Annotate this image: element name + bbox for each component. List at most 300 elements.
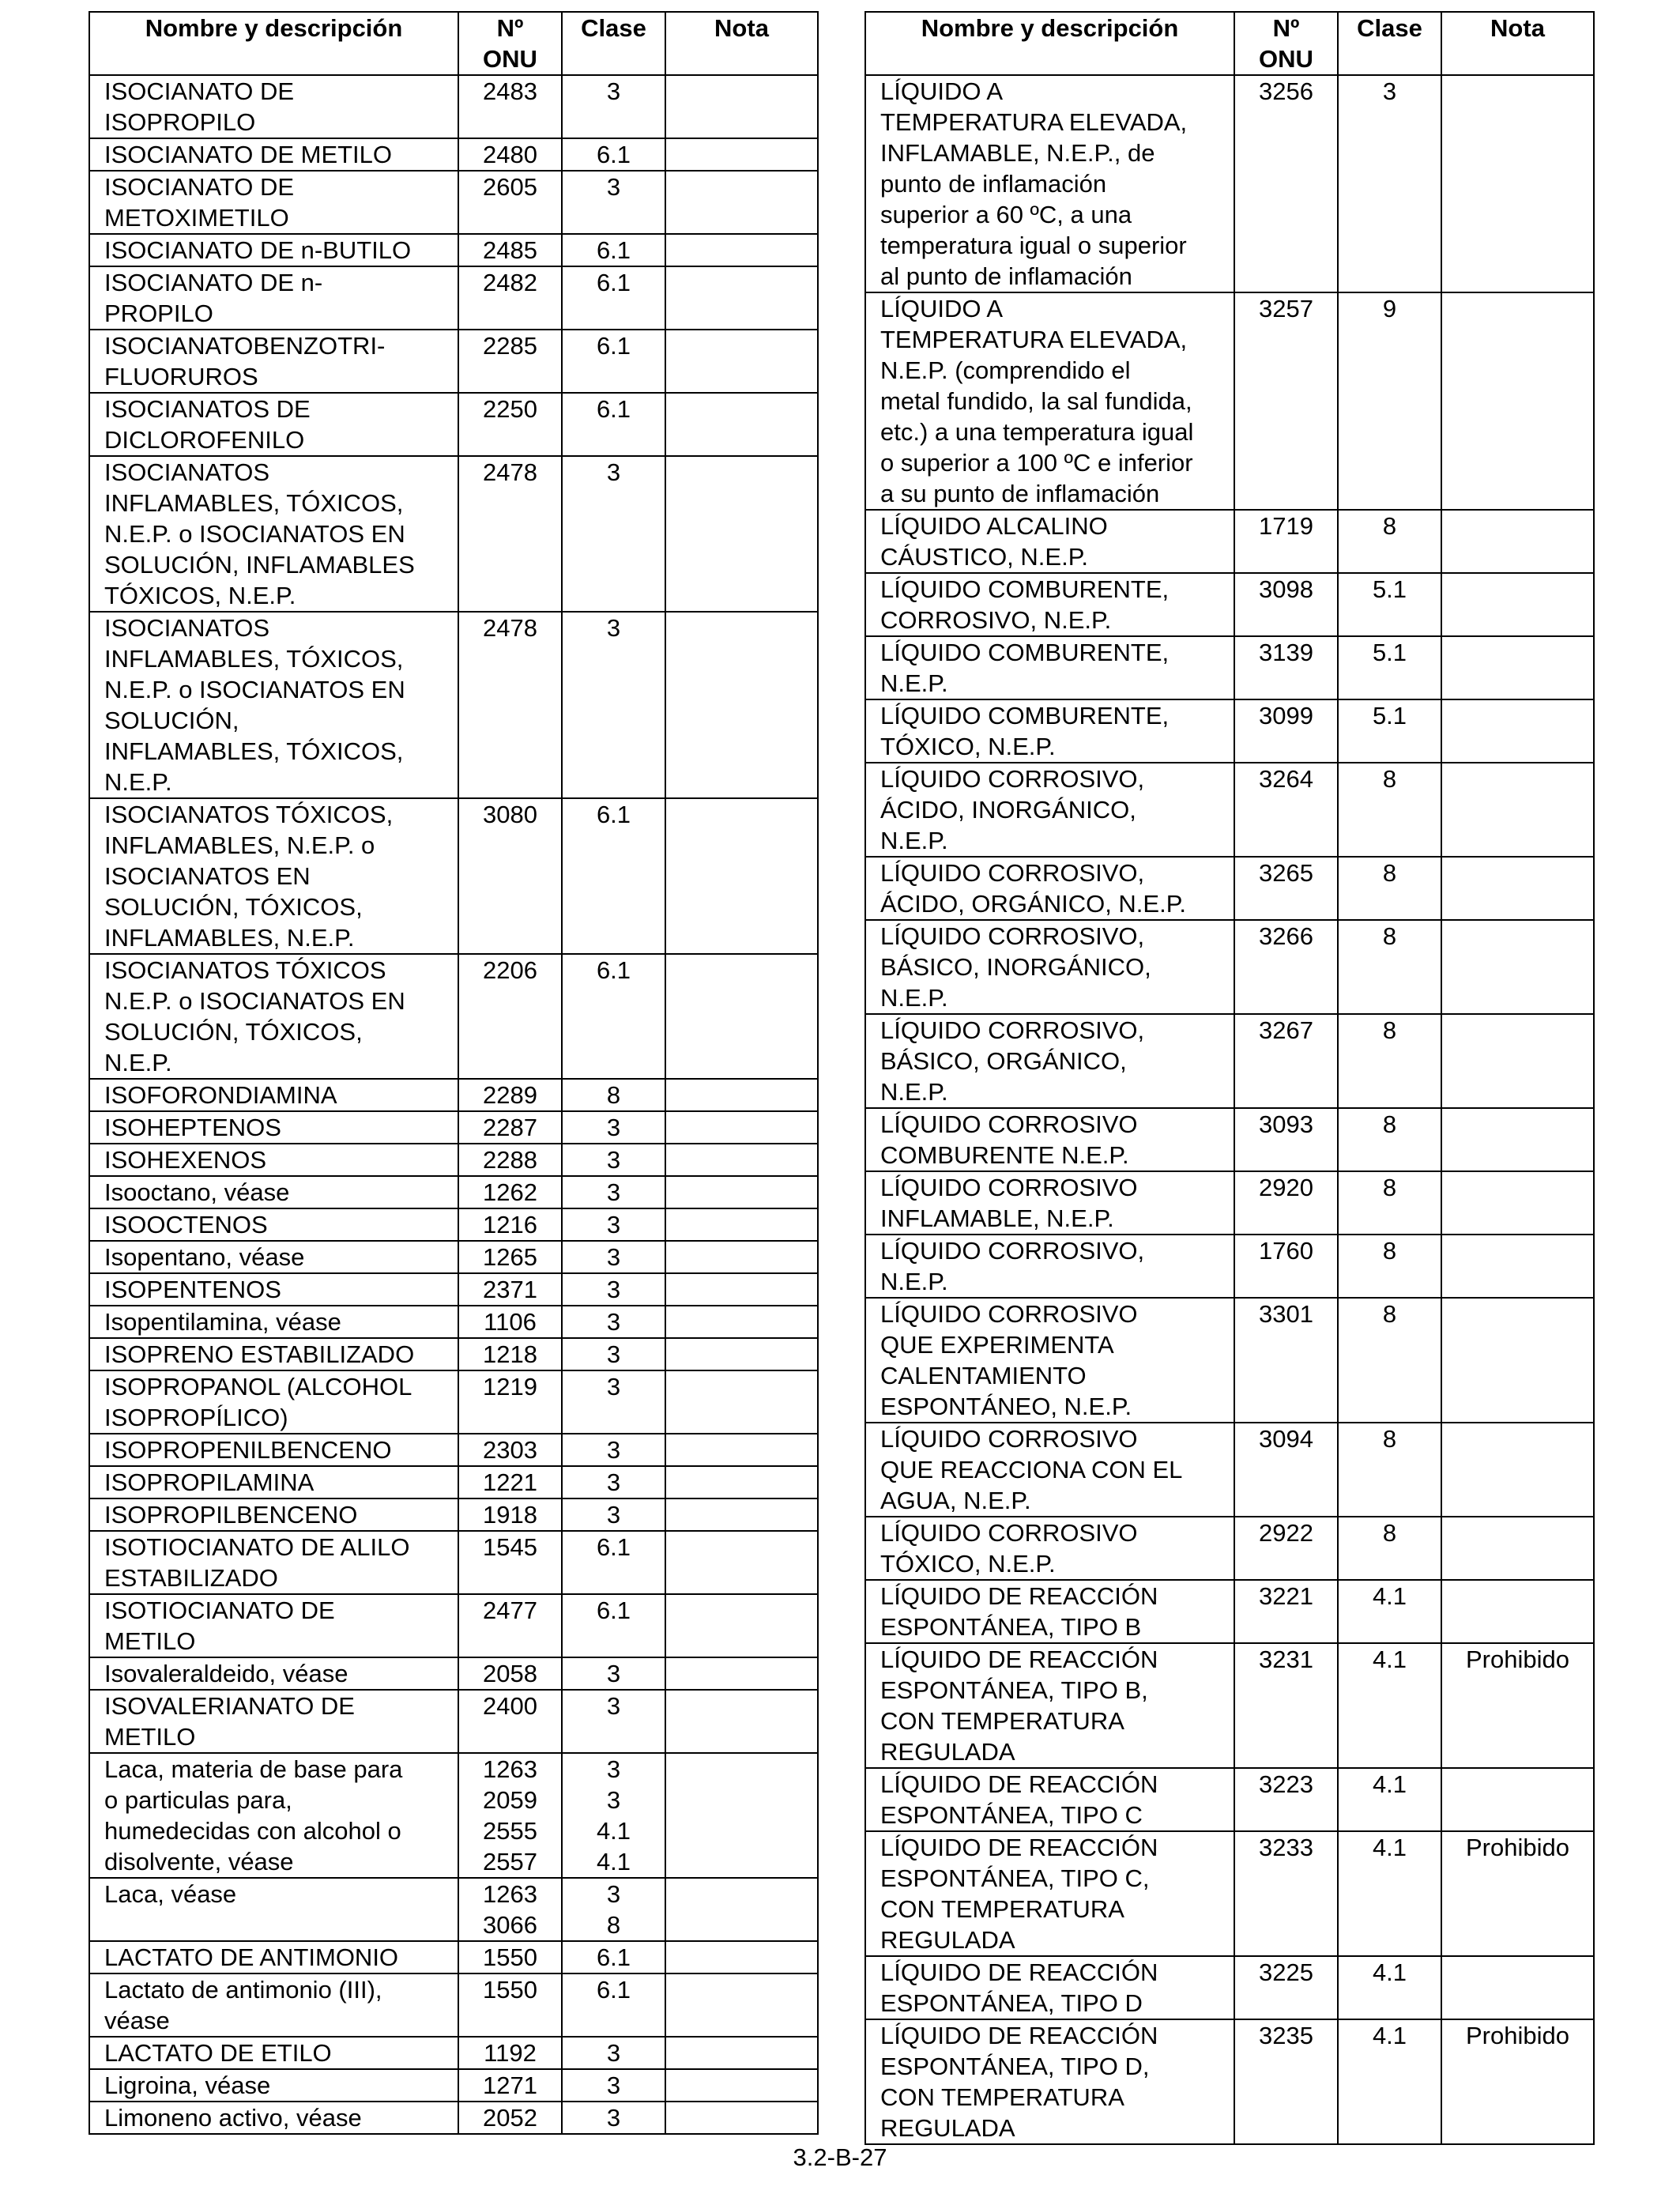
cell-name-line: BÁSICO, INORGÁNICO, bbox=[880, 953, 1151, 981]
cell-onu bbox=[458, 234, 562, 266]
cell-nota bbox=[665, 798, 818, 954]
cell-clase bbox=[1338, 1298, 1441, 1423]
cell-name-line: TÓXICOS, N.E.P. bbox=[104, 582, 296, 609]
cell-name-line: QUE REACCIONA CON EL bbox=[880, 1456, 1183, 1483]
cell-clase bbox=[562, 1306, 665, 1338]
cell-onu-line: 2250 bbox=[483, 395, 537, 423]
cell-onu-line: 3267 bbox=[1259, 1016, 1313, 1044]
table-row bbox=[89, 1594, 818, 1657]
table-row bbox=[865, 1108, 1594, 1171]
table-row bbox=[865, 573, 1594, 636]
cell-clase bbox=[562, 1753, 665, 1878]
cell-onu bbox=[1234, 1423, 1338, 1517]
cell-onu bbox=[458, 1241, 562, 1273]
table-row bbox=[89, 330, 818, 393]
cell-name-line: LÍQUIDO DE REACCIÓN bbox=[880, 2022, 1158, 2049]
cell-clase-line: 4.1 bbox=[1372, 1770, 1407, 1798]
cell-clase bbox=[562, 1941, 665, 1973]
cell-onu-line: 3094 bbox=[1259, 1425, 1313, 1453]
cell-clase-line: 3 bbox=[606, 1178, 621, 1206]
cell-clase-line: 6.1 bbox=[596, 956, 631, 984]
table-row bbox=[89, 1273, 818, 1306]
cell-name bbox=[865, 1298, 1234, 1423]
cell-name bbox=[89, 1690, 458, 1753]
cell-name-line: LACTATO DE ANTIMONIO bbox=[104, 1943, 399, 1971]
cell-clase bbox=[1338, 699, 1441, 763]
cell-clase bbox=[562, 266, 665, 330]
cell-onu-line: 2605 bbox=[483, 173, 537, 201]
cell-onu-line: 2287 bbox=[483, 1114, 537, 1141]
cell-clase bbox=[1338, 1235, 1441, 1298]
cell-onu-line: 3257 bbox=[1259, 295, 1313, 322]
cell-onu bbox=[458, 1434, 562, 1466]
cell-onu-line: 2289 bbox=[483, 1081, 537, 1109]
cell-name-line: LÍQUIDO CORROSIVO bbox=[880, 1174, 1138, 1201]
cell-name-line: QUE EXPERIMENTA bbox=[880, 1331, 1114, 1359]
table-body-right bbox=[865, 75, 1594, 2144]
header-name: Nombre y descripción bbox=[89, 12, 458, 75]
cell-onu bbox=[1234, 2019, 1338, 2144]
cell-clase bbox=[1338, 510, 1441, 573]
cell-nota bbox=[1441, 573, 1594, 636]
cell-clase-line: 8 bbox=[1382, 1110, 1397, 1138]
table-row bbox=[89, 1241, 818, 1273]
cell-name-line: N.E.P. bbox=[104, 768, 172, 796]
cell-nota bbox=[1441, 636, 1594, 699]
cell-clase-line: 3 bbox=[606, 1436, 621, 1464]
cell-nota bbox=[665, 1273, 818, 1306]
cell-nota bbox=[665, 330, 818, 393]
cell-onu-line: 1192 bbox=[484, 2039, 537, 2067]
cell-name-line: N.E.P. o ISOCIANATOS EN bbox=[104, 987, 405, 1015]
cell-onu bbox=[458, 1753, 562, 1878]
cell-name bbox=[865, 1831, 1234, 1956]
cell-clase-line: 3 bbox=[606, 2039, 621, 2067]
cell-clase-line: 3 bbox=[606, 1755, 621, 1783]
cell-name-line: INFLAMABLES, TÓXICOS, bbox=[104, 737, 404, 765]
cell-onu-line: 2058 bbox=[483, 1660, 537, 1687]
cell-onu-line: 1216 bbox=[483, 1211, 537, 1238]
cell-name-line: superior a 60 ºC, a una bbox=[880, 201, 1132, 228]
cell-onu-line: 3223 bbox=[1259, 1770, 1313, 1798]
cell-name-line: METILO bbox=[104, 1627, 196, 1655]
cell-clase-line: 6.1 bbox=[596, 1533, 631, 1561]
cell-onu bbox=[1234, 75, 1338, 292]
cell-onu-line: 2478 bbox=[483, 614, 537, 642]
cell-nota bbox=[1441, 857, 1594, 920]
header-onu-line: Nº bbox=[496, 14, 524, 42]
cell-clase bbox=[1338, 1768, 1441, 1831]
cell-nota bbox=[665, 75, 818, 138]
cell-onu bbox=[458, 1273, 562, 1306]
cell-name-line: BÁSICO, ORGÁNICO, bbox=[880, 1047, 1127, 1075]
cell-name bbox=[865, 1235, 1234, 1298]
cell-name-line: TEMPERATURA ELEVADA, bbox=[880, 326, 1188, 353]
cell-clase-line: 3 bbox=[606, 1501, 621, 1529]
cell-clase-line: 8 bbox=[1382, 765, 1397, 793]
cell-nota bbox=[665, 1753, 818, 1878]
cell-name-line: LÍQUIDO CORROSIVO bbox=[880, 1425, 1138, 1453]
cell-clase-line: 4.1 bbox=[1372, 1646, 1407, 1673]
cell-clase-line: 4.1 bbox=[1372, 2022, 1407, 2049]
cell-clase-line: 6.1 bbox=[596, 269, 631, 296]
cell-name bbox=[865, 1768, 1234, 1831]
page-number: 3.2-B-27 bbox=[793, 2143, 887, 2171]
cell-onu bbox=[1234, 1014, 1338, 1108]
table-row bbox=[89, 1531, 818, 1594]
cell-clase-line: 6.1 bbox=[596, 332, 631, 360]
cell-name-line: ISOOCTENOS bbox=[104, 1211, 268, 1238]
cell-name-line: INFLAMABLES, N.E.P. bbox=[104, 924, 355, 952]
cell-name-line: ISOCIANATO DE METILO bbox=[104, 141, 393, 168]
cell-name-line: ISOCIANATO DE bbox=[104, 77, 295, 105]
cell-name bbox=[89, 1753, 458, 1878]
cell-name-line: Laca, véase bbox=[104, 1880, 237, 1908]
table-row bbox=[865, 1643, 1594, 1768]
cell-nota bbox=[665, 1973, 818, 2037]
cell-onu bbox=[458, 330, 562, 393]
cell-name bbox=[865, 573, 1234, 636]
cell-name-line: ISOCIANATOS DE bbox=[104, 395, 311, 423]
cell-name bbox=[865, 1014, 1234, 1108]
cell-name bbox=[89, 1111, 458, 1144]
cell-clase-line: 8 bbox=[1382, 859, 1397, 887]
cell-clase bbox=[562, 1370, 665, 1434]
cell-onu-line: 3266 bbox=[1259, 922, 1313, 950]
cell-clase-line: 6.1 bbox=[596, 801, 631, 828]
header-onu bbox=[458, 12, 562, 75]
cell-name-line: ISOPROPENILBENCENO bbox=[104, 1436, 392, 1464]
table-row bbox=[89, 1079, 818, 1111]
cell-onu-line: 3233 bbox=[1259, 1834, 1313, 1861]
cell-onu-line: 2480 bbox=[483, 141, 537, 168]
cell-name bbox=[89, 1657, 458, 1690]
table-header-row bbox=[89, 12, 818, 75]
cell-name-line: PROPILO bbox=[104, 300, 213, 327]
cell-name-line: ISOPROPANOL (ALCOHOL bbox=[104, 1373, 412, 1400]
cell-onu-line: 2483 bbox=[483, 77, 537, 105]
cell-clase bbox=[562, 1690, 665, 1753]
cell-clase bbox=[562, 1176, 665, 1208]
cell-name-line: LÍQUIDO CORROSIVO bbox=[880, 1110, 1138, 1138]
cell-onu bbox=[458, 1594, 562, 1657]
substances-table-left bbox=[89, 11, 819, 2135]
cell-clase-line: 3 bbox=[606, 1308, 621, 1336]
cell-name bbox=[89, 1079, 458, 1111]
table-row bbox=[89, 138, 818, 171]
cell-name-line: TÓXICO, N.E.P. bbox=[880, 1550, 1056, 1578]
cell-name-line: CON TEMPERATURA bbox=[880, 2083, 1124, 2111]
cell-onu bbox=[458, 1208, 562, 1241]
cell-name-line: Laca, materia de base para bbox=[104, 1755, 403, 1783]
cell-name-line: LÍQUIDO COMBURENTE, bbox=[880, 575, 1170, 603]
cell-name-line: N.E.P. bbox=[880, 827, 948, 854]
cell-onu bbox=[458, 2037, 562, 2069]
cell-clase bbox=[562, 1273, 665, 1306]
cell-name-line: N.E.P. bbox=[880, 669, 948, 697]
cell-nota bbox=[1441, 763, 1594, 857]
cell-onu bbox=[458, 1370, 562, 1434]
cell-onu-line: 1263 bbox=[483, 1880, 537, 1908]
table-row bbox=[865, 1956, 1594, 2019]
table-row bbox=[865, 1235, 1594, 1298]
cell-name-line: LÍQUIDO CORROSIVO, bbox=[880, 922, 1145, 950]
cell-name bbox=[865, 636, 1234, 699]
cell-onu-line: 3265 bbox=[1259, 859, 1313, 887]
cell-name-line: INFLAMABLES, TÓXICOS, bbox=[104, 645, 404, 673]
cell-clase-line: 3 bbox=[1382, 77, 1397, 105]
cell-name-line: ISOPROPILO bbox=[104, 108, 256, 136]
cell-name bbox=[89, 393, 458, 456]
cell-name-line: ISOCIANATOS TÓXICOS, bbox=[104, 801, 394, 828]
cell-name bbox=[865, 857, 1234, 920]
cell-clase-line: 5.1 bbox=[1372, 639, 1407, 666]
cell-onu-line: 2922 bbox=[1259, 1519, 1313, 1547]
cell-name-line: punto de inflamación bbox=[880, 170, 1107, 198]
cell-onu-line: 1550 bbox=[483, 1976, 537, 2004]
cell-clase-line: 5.1 bbox=[1372, 702, 1407, 729]
cell-clase bbox=[562, 1111, 665, 1144]
cell-name bbox=[89, 2037, 458, 2069]
cell-onu-line: 1218 bbox=[483, 1340, 537, 1368]
cell-name-line: al punto de inflamación bbox=[880, 262, 1132, 290]
cell-name bbox=[865, 1171, 1234, 1235]
cell-name-line: ISOPRENO ESTABILIZADO bbox=[104, 1340, 415, 1368]
cell-clase bbox=[1338, 75, 1441, 292]
table-row bbox=[865, 1517, 1594, 1580]
cell-nota bbox=[665, 1306, 818, 1338]
cell-clase-line: 8 bbox=[606, 1081, 621, 1109]
substances-table-right bbox=[864, 11, 1595, 2145]
cell-clase bbox=[562, 612, 665, 798]
table-row bbox=[89, 1753, 818, 1878]
cell-clase-line: 3 bbox=[606, 2071, 621, 2099]
cell-nota bbox=[665, 266, 818, 330]
cell-name-line: ESPONTÁNEA, TIPO B, bbox=[880, 1676, 1148, 1704]
table-row bbox=[89, 954, 818, 1079]
cell-name bbox=[89, 798, 458, 954]
cell-name bbox=[865, 75, 1234, 292]
table-body-left bbox=[89, 75, 818, 2134]
cell-nota bbox=[1441, 1298, 1594, 1423]
cell-nota bbox=[1441, 510, 1594, 573]
header-onu-line: ONU bbox=[1259, 45, 1313, 73]
cell-name-line: ESPONTÁNEA, TIPO C, bbox=[880, 1864, 1150, 1892]
cell-onu-line: 3231 bbox=[1259, 1646, 1313, 1673]
cell-onu bbox=[458, 1941, 562, 1973]
cell-onu-line: 3235 bbox=[1259, 2022, 1313, 2049]
cell-clase-line: 4.1 bbox=[596, 1817, 631, 1845]
cell-name-line: N.E.P. (comprendido el bbox=[880, 356, 1131, 384]
cell-nota bbox=[1441, 75, 1594, 292]
table-row bbox=[865, 1423, 1594, 1517]
cell-name-line: temperatura igual o superior bbox=[880, 232, 1187, 259]
table-row bbox=[89, 234, 818, 266]
cell-name bbox=[89, 1498, 458, 1531]
cell-nota bbox=[665, 456, 818, 612]
cell-name-line: METILO bbox=[104, 1723, 196, 1751]
header-onu bbox=[1234, 12, 1338, 75]
cell-onu-line: 1918 bbox=[483, 1501, 537, 1529]
cell-name-line: COMBURENTE N.E.P. bbox=[880, 1141, 1129, 1169]
cell-clase bbox=[1338, 1014, 1441, 1108]
cell-name bbox=[865, 292, 1234, 510]
table-row bbox=[865, 920, 1594, 1014]
cell-onu-line: 1221 bbox=[483, 1468, 537, 1496]
cell-onu bbox=[458, 1657, 562, 1690]
cell-onu bbox=[1234, 1108, 1338, 1171]
cell-clase-line: 3 bbox=[606, 1114, 621, 1141]
cell-name-line: N.E.P. bbox=[104, 1049, 172, 1076]
cell-onu bbox=[1234, 1768, 1338, 1831]
cell-onu bbox=[1234, 1643, 1338, 1768]
cell-onu-line: 3221 bbox=[1259, 1582, 1313, 1610]
cell-name bbox=[89, 1434, 458, 1466]
cell-onu bbox=[458, 1690, 562, 1753]
cell-name bbox=[865, 1423, 1234, 1517]
cell-name-line: Isopentano, véase bbox=[104, 1243, 305, 1271]
cell-name bbox=[89, 1370, 458, 1434]
cell-clase-line: 3 bbox=[606, 614, 621, 642]
cell-clase-line: 4.1 bbox=[1372, 1958, 1407, 1986]
cell-clase-line: 3 bbox=[606, 1660, 621, 1687]
cell-name-line: LÍQUIDO A bbox=[880, 77, 1004, 105]
cell-name-line: ISOFORONDIAMINA bbox=[104, 1081, 337, 1109]
cell-name-line: ESPONTÁNEO, N.E.P. bbox=[880, 1393, 1132, 1420]
cell-clase-line: 6.1 bbox=[596, 1596, 631, 1624]
cell-nota bbox=[1441, 920, 1594, 1014]
cell-clase bbox=[562, 1144, 665, 1176]
cell-name-line: ÁCIDO, ORGÁNICO, N.E.P. bbox=[880, 890, 1187, 918]
cell-onu bbox=[1234, 1235, 1338, 1298]
cell-onu bbox=[458, 1338, 562, 1370]
cell-clase-line: 6.1 bbox=[596, 236, 631, 264]
cell-name bbox=[89, 1531, 458, 1594]
cell-clase bbox=[1338, 2019, 1441, 2144]
cell-onu-line: 3139 bbox=[1259, 639, 1313, 666]
cell-onu bbox=[1234, 636, 1338, 699]
cell-onu-line: 3301 bbox=[1259, 1300, 1313, 1328]
table-row bbox=[89, 1434, 818, 1466]
cell-name bbox=[89, 1973, 458, 2037]
cell-clase bbox=[1338, 1580, 1441, 1643]
cell-name bbox=[89, 2069, 458, 2102]
cell-name-line: o superior a 100 ºC e inferior bbox=[880, 449, 1193, 477]
cell-name-line: LÍQUIDO A bbox=[880, 295, 1004, 322]
cell-nota bbox=[1441, 1768, 1594, 1831]
cell-onu-line: 2555 bbox=[483, 1817, 537, 1845]
cell-clase-line: 9 bbox=[1382, 295, 1397, 322]
cell-nota bbox=[665, 1370, 818, 1434]
cell-name-line: N.E.P. o ISOCIANATOS EN bbox=[104, 520, 405, 548]
cell-name-line: LÍQUIDO CORROSIVO, bbox=[880, 1237, 1145, 1265]
cell-name-line: INFLAMABLE, N.E.P., de bbox=[880, 139, 1155, 167]
cell-clase bbox=[562, 456, 665, 612]
cell-nota bbox=[1441, 1517, 1594, 1580]
cell-onu bbox=[458, 75, 562, 138]
cell-clase-line: 5.1 bbox=[1372, 575, 1407, 603]
table-row bbox=[89, 798, 818, 954]
cell-clase bbox=[1338, 1423, 1441, 1517]
cell-nota bbox=[665, 1079, 818, 1111]
table-row bbox=[89, 393, 818, 456]
cell-onu bbox=[458, 1531, 562, 1594]
table-row bbox=[865, 1014, 1594, 1108]
table-row bbox=[865, 1171, 1594, 1235]
cell-name bbox=[865, 920, 1234, 1014]
cell-name bbox=[865, 699, 1234, 763]
cell-name-line: CON TEMPERATURA bbox=[880, 1895, 1124, 1923]
cell-nota bbox=[665, 234, 818, 266]
cell-clase-line: 8 bbox=[1382, 1425, 1397, 1453]
cell-nota bbox=[665, 2069, 818, 2102]
cell-clase bbox=[1338, 1171, 1441, 1235]
cell-onu bbox=[458, 1878, 562, 1941]
cell-clase-line: 4.1 bbox=[1372, 1834, 1407, 1861]
cell-name-line: humedecidas con alcohol o bbox=[104, 1817, 401, 1845]
cell-clase bbox=[562, 1434, 665, 1466]
table-row bbox=[865, 75, 1594, 292]
cell-clase-line: 3 bbox=[606, 173, 621, 201]
cell-name-line: SOLUCIÓN, INFLAMABLES bbox=[104, 551, 415, 579]
header-nota: Nota bbox=[1441, 12, 1594, 75]
cell-name-line: LÍQUIDO COMBURENTE, bbox=[880, 702, 1170, 729]
cell-name-line: LÍQUIDO DE REACCIÓN bbox=[880, 1958, 1158, 1986]
cell-clase-line: 6.1 bbox=[596, 141, 631, 168]
cell-clase bbox=[562, 954, 665, 1079]
table-row bbox=[89, 171, 818, 234]
cell-name-line: ESPONTÁNEA, TIPO C bbox=[880, 1801, 1143, 1829]
table-row bbox=[89, 1370, 818, 1434]
table-row bbox=[89, 1466, 818, 1498]
cell-name-line: LÍQUIDO DE REACCIÓN bbox=[880, 1646, 1158, 1673]
cell-onu bbox=[1234, 1580, 1338, 1643]
cell-name-line: ISOCIANATO DE n-BUTILO bbox=[104, 236, 412, 264]
cell-clase-line: 3 bbox=[606, 1692, 621, 1720]
cell-onu bbox=[458, 1144, 562, 1176]
cell-onu-line: 2303 bbox=[483, 1436, 537, 1464]
table-row bbox=[865, 510, 1594, 573]
cell-clase bbox=[562, 1079, 665, 1111]
cell-name-line: o particulas para, bbox=[104, 1786, 292, 1814]
cell-onu bbox=[1234, 1831, 1338, 1956]
cell-name-line: INFLAMABLE, N.E.P. bbox=[880, 1204, 1114, 1232]
table-row bbox=[89, 2102, 818, 2134]
cell-clase-line: 3 bbox=[606, 1211, 621, 1238]
cell-clase bbox=[562, 393, 665, 456]
cell-name bbox=[865, 1517, 1234, 1580]
cell-nota: Prohibido bbox=[1441, 1831, 1594, 1956]
cell-onu bbox=[1234, 292, 1338, 510]
table-row bbox=[89, 1973, 818, 2037]
cell-name-line: ISOCIANATOS bbox=[104, 458, 270, 486]
cell-clase bbox=[562, 1531, 665, 1594]
cell-onu-line: 2557 bbox=[483, 1848, 537, 1875]
cell-onu-line: 3098 bbox=[1259, 575, 1313, 603]
cell-clase bbox=[562, 171, 665, 234]
table-row bbox=[865, 1831, 1594, 1956]
table-row bbox=[865, 1298, 1594, 1423]
cell-name-line: Isopentilamina, véase bbox=[104, 1308, 341, 1336]
cell-name bbox=[89, 1878, 458, 1941]
cell-nota bbox=[665, 1466, 818, 1498]
cell-clase-line: 6.1 bbox=[596, 1976, 631, 2004]
cell-name-line: ISOHEPTENOS bbox=[104, 1114, 281, 1141]
cell-name-line: etc.) a una temperatura igual bbox=[880, 418, 1194, 446]
cell-name bbox=[89, 266, 458, 330]
cell-onu bbox=[458, 1498, 562, 1531]
cell-name-line: LÍQUIDO CORROSIVO bbox=[880, 1300, 1138, 1328]
